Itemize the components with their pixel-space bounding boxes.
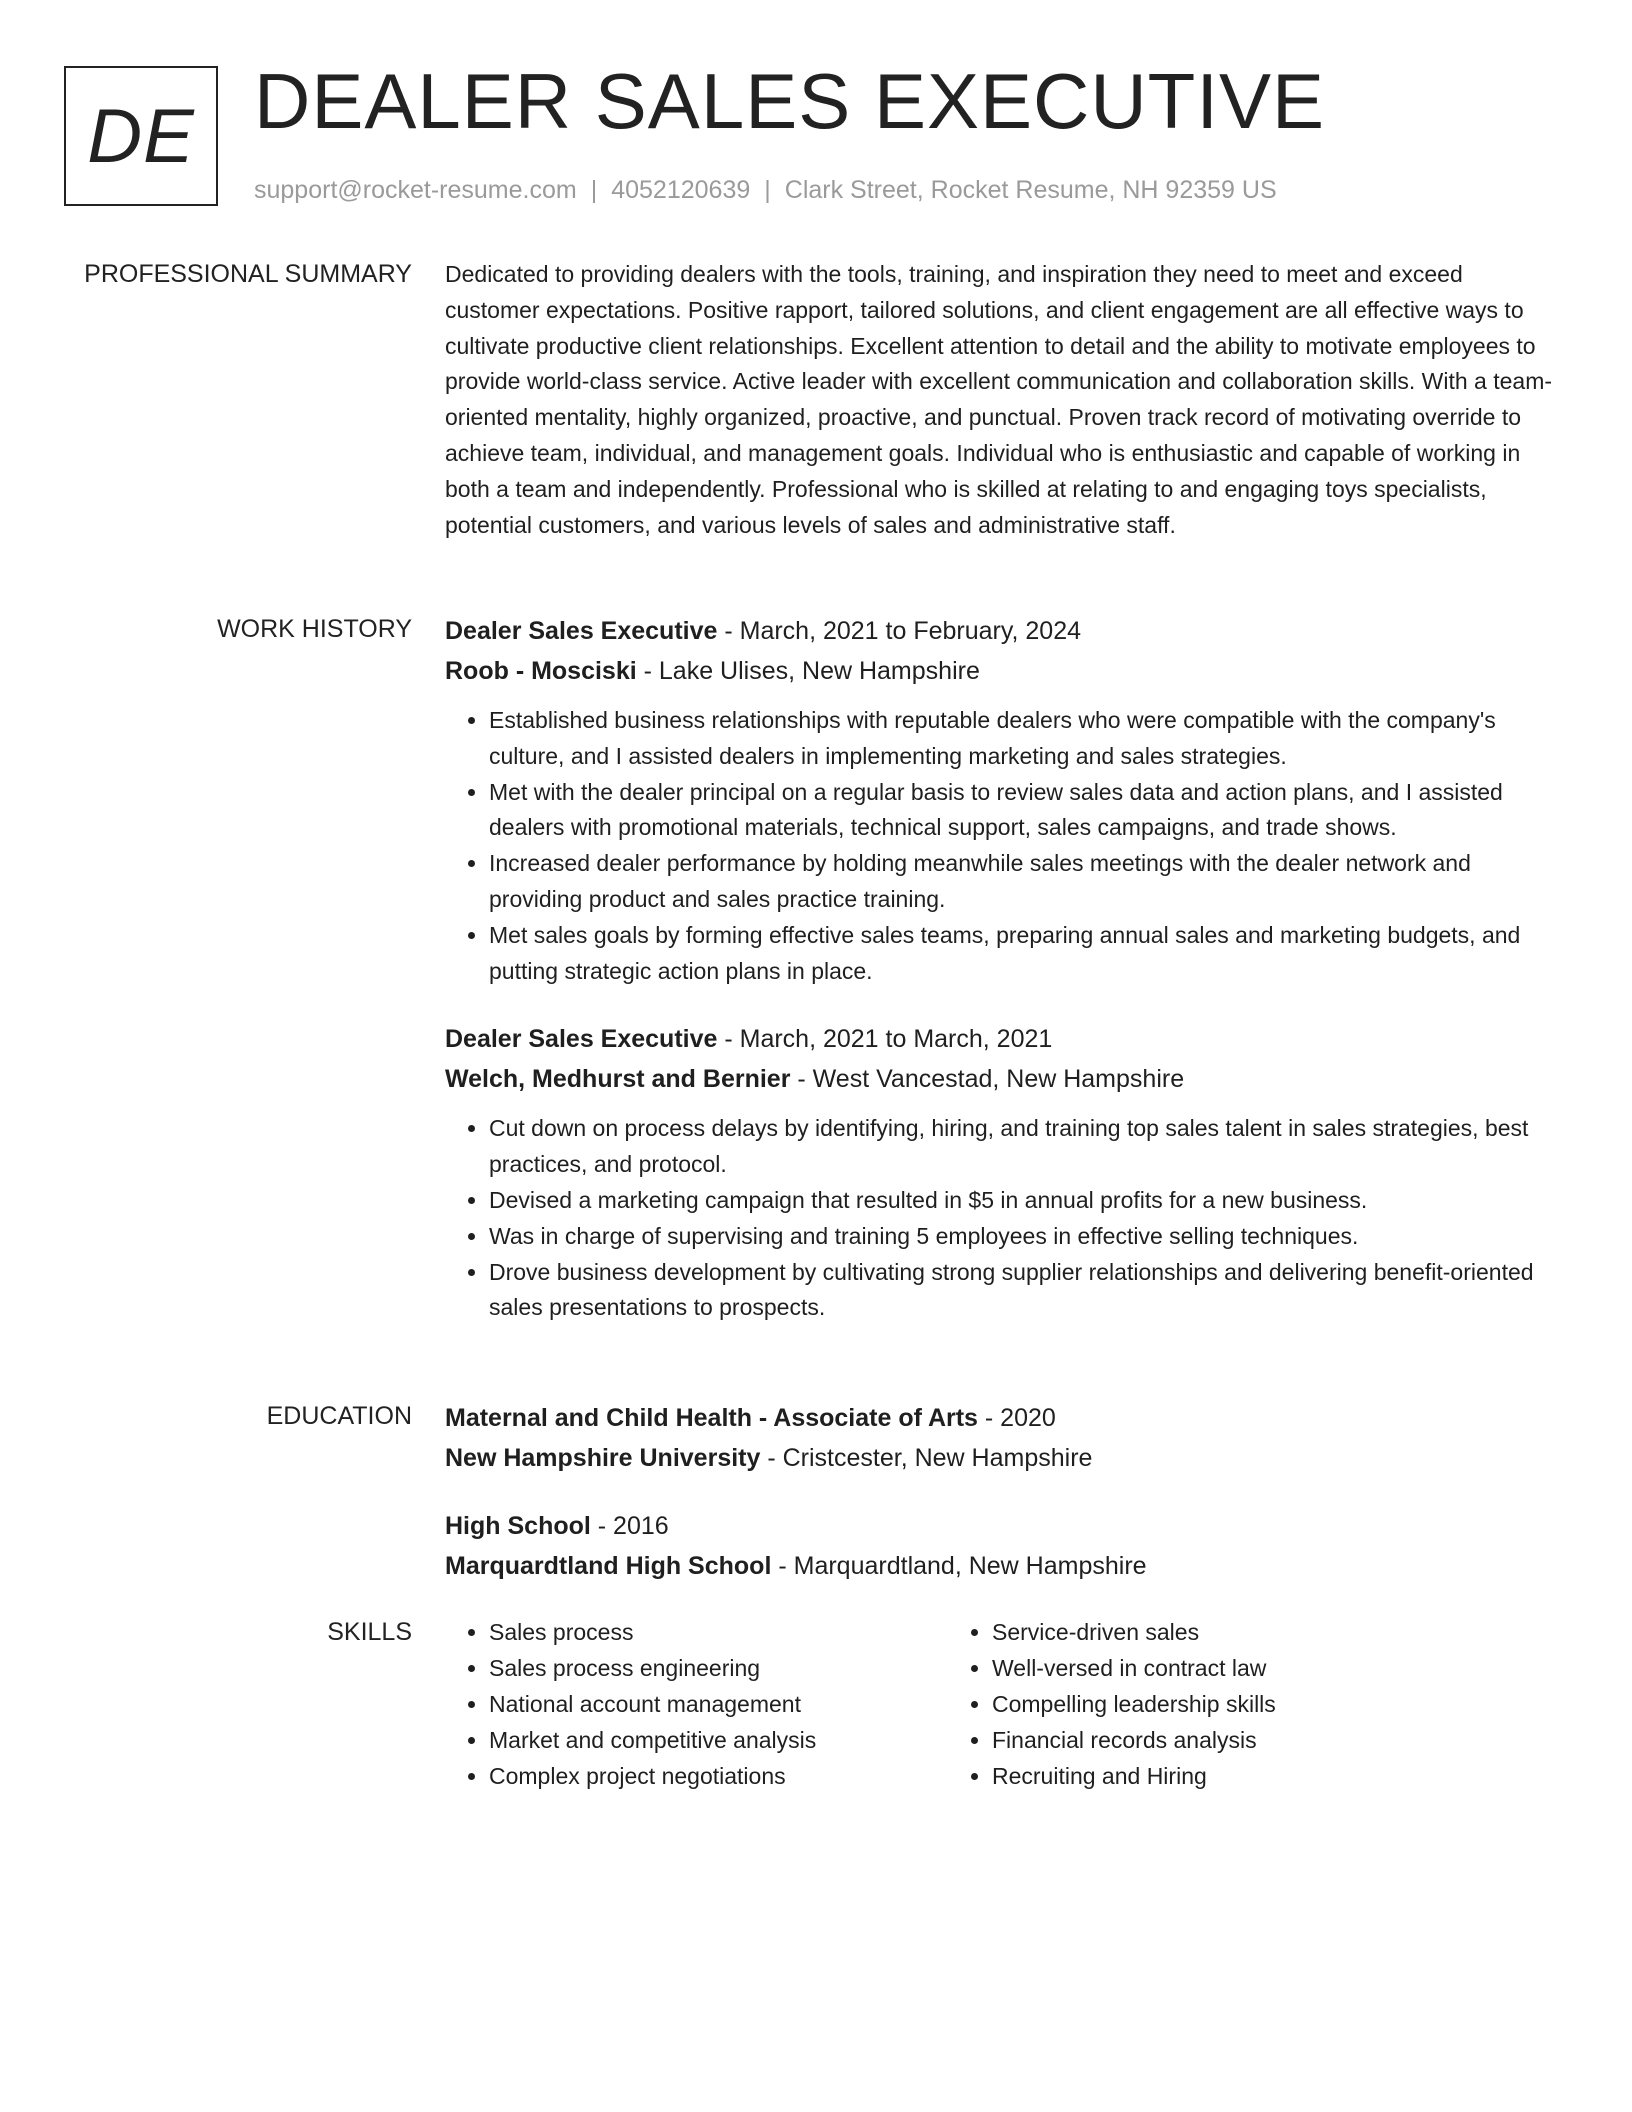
education-degree-line xyxy=(445,1506,1555,1546)
job-bullet: • Cut down on process delays by identifying, hiring, and training top sales talent in sales strategies, best practices, and protocol. xyxy=(489,1111,1555,1183)
education-entry xyxy=(445,1398,1555,1478)
job-title-line xyxy=(445,1019,1555,1059)
skill-item: • National account management xyxy=(489,1686,948,1722)
job-bullet: • Devised a marketing campaign that resulted in $5 in annual profits for a new business. xyxy=(489,1183,1555,1219)
education-degree-line xyxy=(445,1398,1555,1438)
contact-address: Clark Street, Rocket Resume, NH 92359 US xyxy=(784,176,1277,204)
section-heading-work-history: WORK HISTORY xyxy=(217,615,412,643)
job-bullet: • Met sales goals by forming effective sales teams, preparing annual sales and marketing budgets, and putting strategic action plans in place. xyxy=(489,918,1555,990)
skill-item: • Market and competitive analysis xyxy=(489,1722,948,1758)
summary-text: Dedicated to providing dealers with the tools, training, and inspiration they need to meet and exceed customer expectations. Positive rapport, tailored solutions, and client engagement are all effective ways to cultivate productive client relationships. Excellent attention to detail and the ability to motivate employees to provide world-class service. Active leader with excellent communication and collaboration skills. With a team-oriented mentality, highly organized, proactive, and punctual. Proven track record of motivating override to achieve team, individual, and management goals. Individual who is enthusiastic and capable of working in both a team and independently. Professional who is skilled at relating to and engaging toys specialists, potential customers, and various levels of sales and administrative staff. xyxy=(445,261,1553,538)
job-title: Dealer Sales Executive xyxy=(445,1025,718,1054)
skill-item: • Financial records analysis xyxy=(992,1722,1508,1758)
contact-separator: | xyxy=(764,176,771,204)
contact-line xyxy=(254,174,1277,206)
skill-item: • Sales process xyxy=(489,1614,948,1650)
job-entry xyxy=(445,611,1555,989)
job-bullet: • Met with the dealer principal on a regular basis to review sales data and action plans, and I assisted dealers with promotional materials, technical support, sales campaigns, and trade shows. xyxy=(489,775,1555,847)
education-location: - Cristcester, New Hampshire xyxy=(760,1444,1093,1472)
job-bullets xyxy=(445,1111,1555,1326)
education-school-line xyxy=(445,1546,1555,1586)
education-year: - 2016 xyxy=(590,1512,669,1540)
job-dates: - March, 2021 to March, 2021 xyxy=(717,1025,1053,1054)
skill-item: • Compelling leadership skills xyxy=(992,1686,1508,1722)
education-degree: High School xyxy=(445,1512,591,1540)
job-bullet: • Increased dealer performance by holding meanwhile sales meetings with the dealer network and providing product and sales practice training. xyxy=(489,846,1555,918)
skill-item: • Well-versed in contract law xyxy=(992,1650,1508,1686)
education-entry xyxy=(445,1506,1555,1586)
education-location: - Marquardtland, New Hampshire xyxy=(771,1552,1147,1580)
section-heading-skills: SKILLS xyxy=(327,1618,412,1646)
skill-item: • Recruiting and Hiring xyxy=(992,1758,1508,1794)
contact-phone: 4052120639 xyxy=(611,176,751,204)
skill-item: • Sales process engineering xyxy=(489,1650,948,1686)
job-title: Dealer Sales Executive xyxy=(445,617,718,645)
job-company: Roob - Mosciski xyxy=(445,657,637,685)
education-school: Marquardtland High School xyxy=(445,1552,772,1580)
job-location: - Lake Ulises, New Hampshire xyxy=(636,657,980,685)
job-bullets xyxy=(445,703,1555,989)
initials-monogram xyxy=(64,66,218,206)
education-degree: Maternal and Child Health - Associate of Arts xyxy=(445,1404,978,1432)
education-year: - 2020 xyxy=(977,1404,1056,1432)
page-title: DEALER SALES EXECUTIVE xyxy=(254,57,1326,145)
job-bullet: • Drove business development by cultivating strong supplier relationships and delivering benefit-oriented sales presentations to prospects. xyxy=(489,1255,1555,1327)
job-bullet: • Was in charge of supervising and training 5 employees in effective selling techniques. xyxy=(489,1219,1555,1255)
education-school: New Hampshire University xyxy=(445,1444,761,1472)
job-dates: - March, 2021 to February, 2024 xyxy=(717,617,1082,645)
education-school-line xyxy=(445,1438,1555,1478)
skills-list-right xyxy=(948,1614,1508,1794)
job-company-line xyxy=(445,1059,1555,1099)
skill-item: • Service-driven sales xyxy=(992,1614,1508,1650)
contact-email: support@rocket-resume.com xyxy=(254,176,577,204)
contact-separator: | xyxy=(590,176,598,204)
job-entry xyxy=(445,1019,1555,1326)
skills-columns xyxy=(445,1614,1555,1794)
job-company: Welch, Medhurst and Bernier xyxy=(445,1065,791,1094)
section-heading-summary: PROFESSIONAL SUMMARY xyxy=(84,260,412,288)
job-bullet: • Established business relationships with reputable dealers who were compatible with the company's culture, and I assisted dealers in implementing marketing and sales strategies. xyxy=(489,703,1555,775)
job-company-line xyxy=(445,651,1555,691)
job-location: - West Vancestad, New Hampshire xyxy=(790,1065,1185,1094)
skill-item: • Complex project negotiations xyxy=(489,1758,948,1794)
skills-list-left xyxy=(445,1614,948,1794)
job-title-line xyxy=(445,611,1555,651)
section-heading-education: EDUCATION xyxy=(266,1402,412,1430)
initials-text: DE xyxy=(87,93,195,179)
